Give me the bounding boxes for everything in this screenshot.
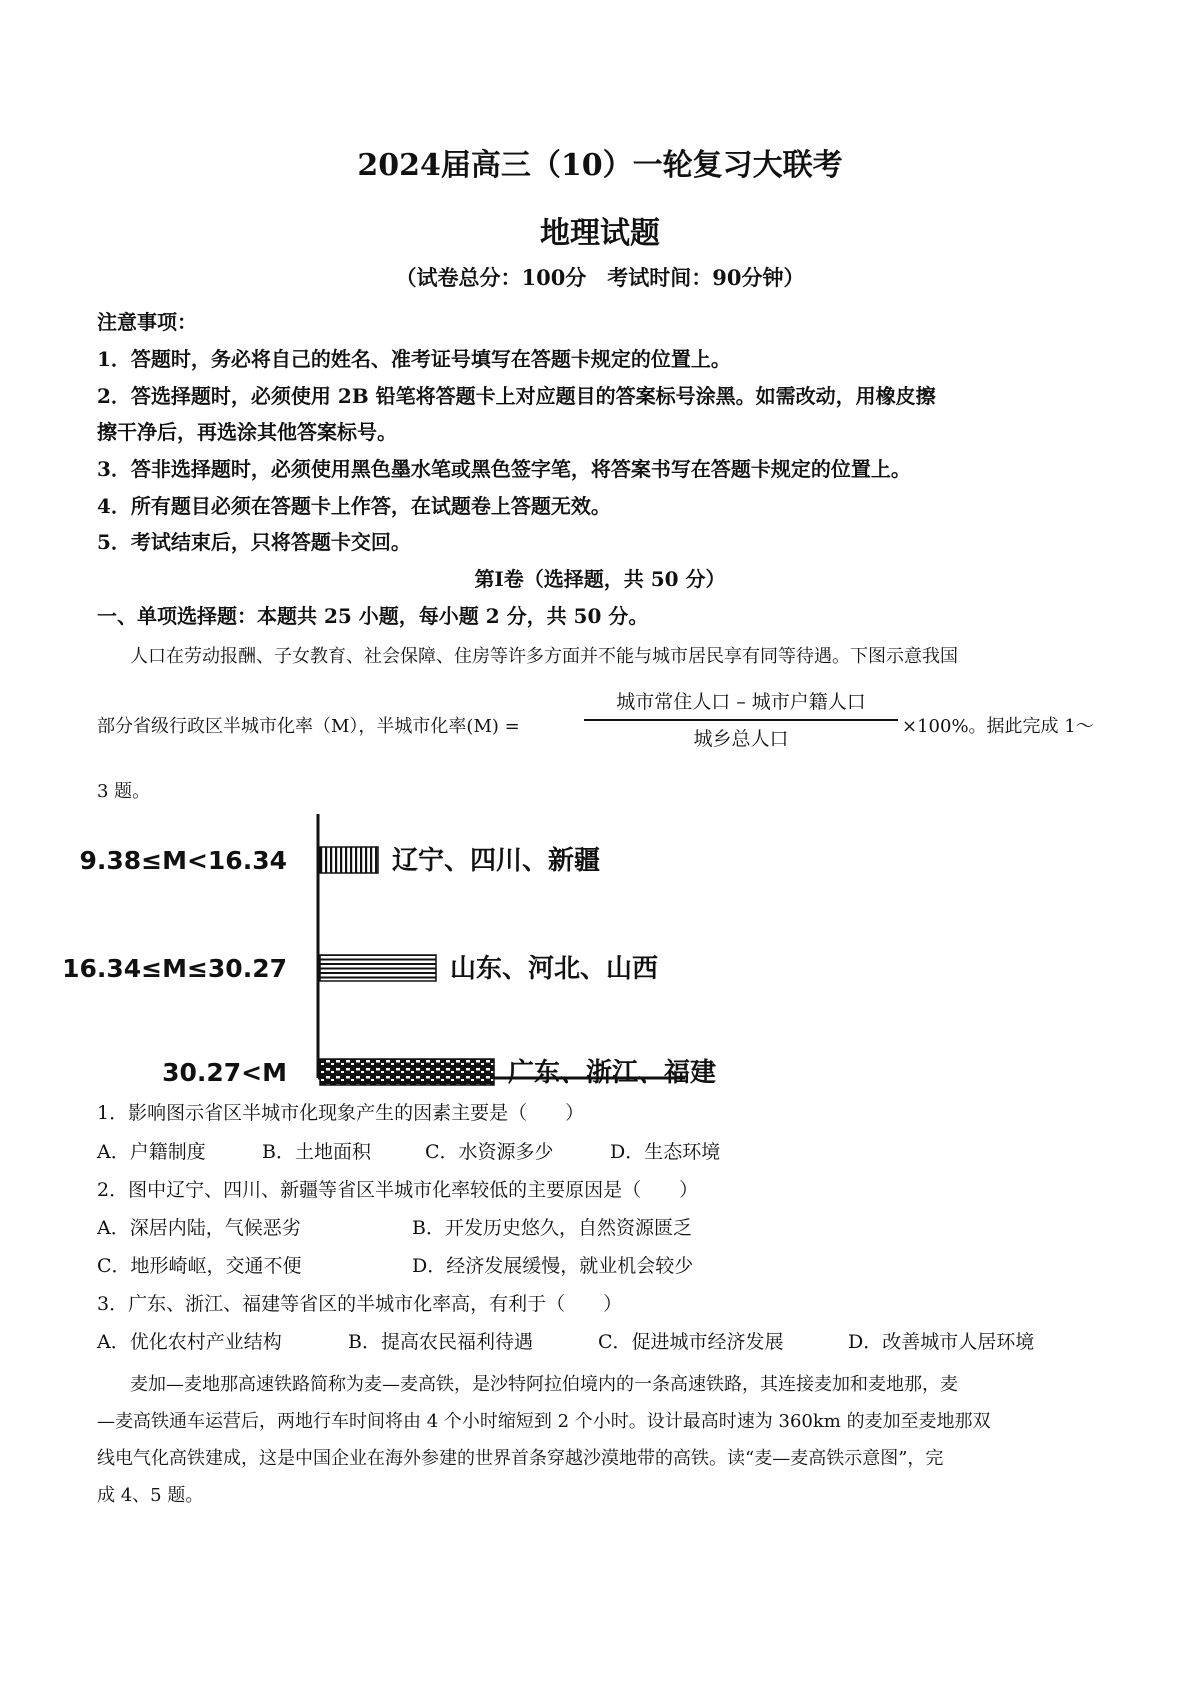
question-1-option-d: D．生态环境 (610, 1141, 721, 1163)
bar-label-1: 辽宁、四川、新疆 (392, 846, 601, 876)
bar-label-3: 广东、浙江、福建 (508, 1058, 717, 1088)
exam-subject: 地理试题 (540, 216, 660, 251)
passage-2-line-2: —麦高铁通车运营后，两地行车时间将由 4 个小时缩短到 2 个小时。设计最高时速为 360km 的麦加至麦地那双 (97, 1411, 991, 1432)
question-3-option-c: C．促进城市经济发展 (598, 1331, 784, 1353)
notice-item-5: 5．考试结束后，只将答题卡交回。 (97, 530, 411, 554)
intro-line-1: 人口在劳动报酬、子女教育、社会保障、住房等许多方面并不能与城市居民享有同等待遇。下图示意我国 (130, 646, 958, 667)
intro-line-2-right: ×100%。据此完成 1～ (902, 716, 1094, 737)
bar-label-2: 山东、河北、山西 (450, 954, 659, 984)
notice-item-2: 2．答选择题时，必须使用 2B 铅笔将答题卡上对应题目的答案标号涂黑。如需改动，用橡皮擦 (97, 384, 936, 408)
exam-title: 2024届高三（10）一轮复习大联考 (357, 148, 843, 183)
question-2-option-a: A．深居内陆，气候恶劣 (97, 1217, 301, 1239)
question-3-option-b: B．提高农民福利待遇 (348, 1331, 533, 1353)
question-1-stem: 1．影响图示省区半城市化现象产生的因素主要是（ ） (97, 1102, 585, 1124)
question-1-option-c: C．水资源多少 (425, 1141, 554, 1163)
formula-fraction (584, 689, 898, 752)
question-1-option-b: B．土地面积 (262, 1141, 371, 1163)
bar-3 (320, 1059, 494, 1085)
intro-line-3: 3 题。 (97, 781, 151, 802)
notice-item-3: 3．答非选择题时，必须使用黑色墨水笔或黑色签字笔，将答案书写在答题卡规定的位置上。 (97, 457, 911, 481)
notice-heading: 注意事项： (97, 310, 197, 334)
category-label-2: 16.34≤M≤30.27 (62, 954, 287, 983)
category-label-3: 30.27<M (162, 1058, 287, 1087)
passage-2-line-4: 成 4、5 题。 (97, 1485, 204, 1506)
notice-item-1: 1．答题时，务必将自己的姓名、准考证号填写在答题卡规定的位置上。 (97, 347, 731, 371)
question-2-option-c: C．地形崎岖，交通不便 (97, 1255, 302, 1277)
intro-line-2-left: 部分省级行政区半城市化率（M），半城市化率(M) = (97, 716, 520, 737)
question-2-option-d: D．经济发展缓慢，就业机会较少 (412, 1255, 694, 1277)
bar-2 (320, 955, 436, 981)
question-3-stem: 3．广东、浙江、福建等省区的半城市化率高，有利于（ ） (97, 1293, 623, 1315)
formula-denominator: 城乡总人口 (693, 728, 789, 750)
question-3-option-d: D．改善城市人居环境 (848, 1331, 1035, 1353)
semi-urbanization-chart (62, 810, 775, 1090)
question-2-stem: 2．图中辽宁、四川、新疆等省区半城市化率较低的主要原因是（ ） (97, 1179, 699, 1201)
passage-2-line-1: 麦加—麦地那高速铁路简称为麦—麦高铁，是沙特阿拉伯境内的一条高速铁路，其连接麦加和麦地那，麦 (130, 1374, 958, 1395)
formula-numerator: 城市常住人口 – 城市户籍人口 (616, 691, 866, 713)
exam-meta: （试卷总分：100分 考试时间：90分钟） (395, 265, 805, 290)
question-1-option-a: A．户籍制度 (97, 1141, 206, 1163)
notice-item-2-cont: 擦干净后，再选涂其他答案标号。 (97, 420, 397, 444)
fraction-bar (584, 719, 898, 721)
notice-item-4: 4．所有题目必须在答题卡上作答，在试题卷上答题无效。 (97, 494, 611, 518)
question-3-option-a: A．优化农村产业结构 (97, 1331, 282, 1353)
question-2-option-b: B．开发历史悠久，自然资源匮乏 (412, 1217, 692, 1239)
part-heading: 一、单项选择题：本题共 25 小题，每小题 2 分，共 50 分。 (97, 604, 649, 628)
category-label-1: 9.38≤M<16.34 (79, 846, 287, 875)
passage-2-line-3: 线电气化高铁建成，这是中国企业在海外参建的世界首条穿越沙漠地带的高铁。读“麦—麦高铁示意图”，完 (97, 1448, 944, 1469)
bar-1 (320, 847, 378, 873)
section-title: 第Ⅰ卷（选择题，共 50 分） (474, 567, 726, 591)
